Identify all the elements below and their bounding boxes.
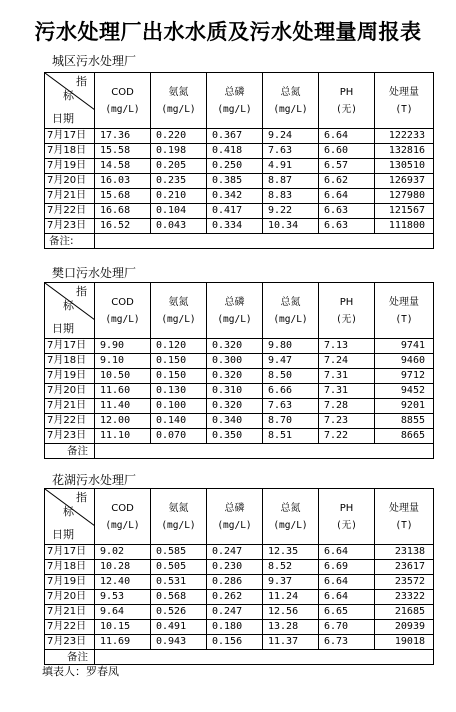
tn-cell: 7.63 xyxy=(263,144,319,159)
tp-cell: 0.250 xyxy=(207,159,263,174)
date-cell: 7月21日 xyxy=(45,399,95,414)
nh-cell: 0.526 xyxy=(151,605,207,620)
ph-cell: 6.63 xyxy=(319,219,375,234)
tn-cell: 8.87 xyxy=(263,174,319,189)
table-row xyxy=(45,144,434,159)
column-name: COD xyxy=(111,296,134,308)
flow-cell: 122233 xyxy=(375,129,434,144)
cod-cell: 11.60 xyxy=(95,384,151,399)
tn-cell: 11.24 xyxy=(263,590,319,605)
table-row xyxy=(45,354,434,369)
column-name: PH xyxy=(339,86,354,98)
note-value xyxy=(95,650,434,665)
date-cell: 7月18日 xyxy=(45,354,95,369)
column-name: PH xyxy=(339,296,354,308)
ph-cell: 7.22 xyxy=(319,429,375,444)
date-cell: 7月20日 xyxy=(45,384,95,399)
cod-cell: 11.69 xyxy=(95,635,151,650)
corner-label-bottom: 日期 xyxy=(52,112,74,125)
table-row xyxy=(45,590,434,605)
nh-cell: 0.043 xyxy=(151,219,207,234)
ph-cell: 6.64 xyxy=(319,129,375,144)
column-name: 氨氮 xyxy=(168,502,189,514)
flow-cell: 19018 xyxy=(375,635,434,650)
table-row xyxy=(45,384,434,399)
tp-cell: 0.320 xyxy=(207,339,263,354)
plant-name: 樊口污水处理厂 xyxy=(52,266,137,280)
flow-cell: 8665 xyxy=(375,429,434,444)
tp-cell: 0.417 xyxy=(207,204,263,219)
ph-cell: 6.65 xyxy=(319,605,375,620)
nh-cell: 0.943 xyxy=(151,635,207,650)
nh-cell: 0.140 xyxy=(151,414,207,429)
ph-cell: 7.24 xyxy=(319,354,375,369)
cod-cell: 17.36 xyxy=(95,129,151,144)
tp-cell: 0.156 xyxy=(207,635,263,650)
date-cell: 7月22日 xyxy=(45,620,95,635)
table-header-row xyxy=(45,73,434,129)
tp-cell: 0.247 xyxy=(207,545,263,560)
flow-cell: 132816 xyxy=(375,144,434,159)
table-header-row xyxy=(45,283,434,339)
column-header xyxy=(375,489,434,545)
date-cell: 7月23日 xyxy=(45,219,95,234)
table-row xyxy=(45,369,434,384)
cod-cell: 12.40 xyxy=(95,575,151,590)
table-row xyxy=(45,545,434,560)
column-name: 总氮 xyxy=(280,86,301,98)
ph-cell: 7.31 xyxy=(319,369,375,384)
column-unit: (无) xyxy=(336,519,357,531)
flow-cell: 23617 xyxy=(375,560,434,575)
nh-cell: 0.104 xyxy=(151,204,207,219)
column-name: 处理量 xyxy=(389,296,419,308)
cod-cell: 9.10 xyxy=(95,354,151,369)
date-cell: 7月18日 xyxy=(45,144,95,159)
tp-cell: 0.418 xyxy=(207,144,263,159)
tn-cell: 8.50 xyxy=(263,369,319,384)
plant-table xyxy=(44,282,434,459)
nh-cell: 0.198 xyxy=(151,144,207,159)
tn-cell: 8.51 xyxy=(263,429,319,444)
note-row xyxy=(45,444,434,459)
flow-cell: 23572 xyxy=(375,575,434,590)
column-header xyxy=(375,73,434,129)
tp-cell: 0.350 xyxy=(207,429,263,444)
tn-cell: 9.37 xyxy=(263,575,319,590)
corner-label-bottom: 日期 xyxy=(52,528,74,541)
nh-cell: 0.235 xyxy=(151,174,207,189)
tn-cell: 12.35 xyxy=(263,545,319,560)
tn-cell: 9.22 xyxy=(263,204,319,219)
ph-cell: 6.70 xyxy=(319,620,375,635)
ph-cell: 6.60 xyxy=(319,144,375,159)
flow-cell: 9452 xyxy=(375,384,434,399)
filler-signature: 填表人：罗春凤 xyxy=(42,665,119,678)
corner-header xyxy=(45,489,95,545)
date-cell: 7月17日 xyxy=(45,129,95,144)
cod-cell: 12.00 xyxy=(95,414,151,429)
tn-cell: 8.52 xyxy=(263,560,319,575)
ph-cell: 7.13 xyxy=(319,339,375,354)
column-name: 氨氮 xyxy=(168,296,189,308)
corner-label-mid: 标 xyxy=(63,299,74,312)
tn-cell: 10.34 xyxy=(263,219,319,234)
plant-name: 城区污水处理厂 xyxy=(52,54,137,68)
column-header xyxy=(207,489,263,545)
flow-cell: 121567 xyxy=(375,204,434,219)
ph-cell: 7.23 xyxy=(319,414,375,429)
column-unit: (T) xyxy=(395,313,413,325)
ph-cell: 6.64 xyxy=(319,575,375,590)
cod-cell: 9.53 xyxy=(95,590,151,605)
ph-cell: 6.64 xyxy=(319,590,375,605)
column-header xyxy=(263,283,319,339)
column-header xyxy=(263,489,319,545)
date-cell: 7月20日 xyxy=(45,590,95,605)
nh-cell: 0.205 xyxy=(151,159,207,174)
date-cell: 7月17日 xyxy=(45,545,95,560)
column-unit: (mg/L) xyxy=(273,103,308,115)
plant-name: 花湖污水处理厂 xyxy=(52,473,137,487)
nh-cell: 0.120 xyxy=(151,339,207,354)
note-value xyxy=(95,234,434,249)
table-row xyxy=(45,560,434,575)
column-header xyxy=(95,283,151,339)
tn-cell: 8.70 xyxy=(263,414,319,429)
column-header xyxy=(207,283,263,339)
column-header xyxy=(319,283,375,339)
table-row xyxy=(45,635,434,650)
date-cell: 7月19日 xyxy=(45,159,95,174)
flow-cell: 8855 xyxy=(375,414,434,429)
column-header xyxy=(95,73,151,129)
table-row xyxy=(45,605,434,620)
column-header xyxy=(151,73,207,129)
nh-cell: 0.505 xyxy=(151,560,207,575)
column-name: 氨氮 xyxy=(168,86,189,98)
flow-cell: 23322 xyxy=(375,590,434,605)
corner-label-bottom: 日期 xyxy=(52,322,74,335)
note-label: 备注 xyxy=(45,650,95,665)
note-label: 备注: xyxy=(45,234,95,249)
plant-table xyxy=(44,488,434,665)
date-cell: 7月22日 xyxy=(45,204,95,219)
cod-cell: 10.28 xyxy=(95,560,151,575)
date-cell: 7月23日 xyxy=(45,429,95,444)
column-header xyxy=(319,73,375,129)
column-name: 总氮 xyxy=(280,502,301,514)
column-unit: (无) xyxy=(336,103,357,115)
table-row xyxy=(45,204,434,219)
flow-cell: 20939 xyxy=(375,620,434,635)
date-cell: 7月19日 xyxy=(45,575,95,590)
cod-cell: 11.40 xyxy=(95,399,151,414)
corner-label-top: 指 xyxy=(76,491,87,504)
tn-cell: 4.91 xyxy=(263,159,319,174)
column-name: 处理量 xyxy=(389,86,419,98)
cod-cell: 14.58 xyxy=(95,159,151,174)
tp-cell: 0.367 xyxy=(207,129,263,144)
flow-cell: 111800 xyxy=(375,219,434,234)
date-cell: 7月22日 xyxy=(45,414,95,429)
tn-cell: 11.37 xyxy=(263,635,319,650)
table-row xyxy=(45,339,434,354)
tn-cell: 8.83 xyxy=(263,189,319,204)
column-unit: (mg/L) xyxy=(161,103,196,115)
tp-cell: 0.340 xyxy=(207,414,263,429)
table-row xyxy=(45,159,434,174)
flow-cell: 130510 xyxy=(375,159,434,174)
corner-label-top: 指 xyxy=(76,285,87,298)
tp-cell: 0.310 xyxy=(207,384,263,399)
nh-cell: 0.585 xyxy=(151,545,207,560)
ph-cell: 6.63 xyxy=(319,204,375,219)
nh-cell: 0.150 xyxy=(151,369,207,384)
column-header xyxy=(319,489,375,545)
flow-cell: 23138 xyxy=(375,545,434,560)
column-header xyxy=(207,73,263,129)
date-cell: 7月19日 xyxy=(45,369,95,384)
flow-cell: 9712 xyxy=(375,369,434,384)
column-name: COD xyxy=(111,86,134,98)
date-cell: 7月20日 xyxy=(45,174,95,189)
corner-label-top: 指 xyxy=(76,75,87,88)
column-unit: (mg/L) xyxy=(105,313,140,325)
column-name: 处理量 xyxy=(389,502,419,514)
flow-cell: 21685 xyxy=(375,605,434,620)
date-cell: 7月18日 xyxy=(45,560,95,575)
cod-cell: 10.50 xyxy=(95,369,151,384)
column-name: 总磷 xyxy=(224,86,245,98)
column-unit: (mg/L) xyxy=(273,313,308,325)
tp-cell: 0.300 xyxy=(207,354,263,369)
corner-header xyxy=(45,73,95,129)
column-unit: (T) xyxy=(395,519,413,531)
nh-cell: 0.100 xyxy=(151,399,207,414)
tn-cell: 9.80 xyxy=(263,339,319,354)
column-unit: (T) xyxy=(395,103,413,115)
plant-table xyxy=(44,72,434,249)
ph-cell: 7.31 xyxy=(319,384,375,399)
tp-cell: 0.286 xyxy=(207,575,263,590)
column-unit: (mg/L) xyxy=(217,313,252,325)
ph-cell: 6.69 xyxy=(319,560,375,575)
tn-cell: 9.24 xyxy=(263,129,319,144)
column-name: 总氮 xyxy=(280,296,301,308)
flow-cell: 126937 xyxy=(375,174,434,189)
nh-cell: 0.220 xyxy=(151,129,207,144)
date-cell: 7月21日 xyxy=(45,605,95,620)
tn-cell: 9.47 xyxy=(263,354,319,369)
column-header xyxy=(95,489,151,545)
cod-cell: 9.90 xyxy=(95,339,151,354)
column-header xyxy=(375,283,434,339)
column-unit: (mg/L) xyxy=(161,519,196,531)
tn-cell: 12.56 xyxy=(263,605,319,620)
column-name: 总磷 xyxy=(224,502,245,514)
corner-label-mid: 标 xyxy=(63,89,74,102)
table-row xyxy=(45,620,434,635)
tp-cell: 0.342 xyxy=(207,189,263,204)
tp-cell: 0.334 xyxy=(207,219,263,234)
cod-cell: 10.15 xyxy=(95,620,151,635)
nh-cell: 0.210 xyxy=(151,189,207,204)
column-header xyxy=(151,283,207,339)
report-title: 污水处理厂出水水质及污水处理量周报表 xyxy=(34,19,422,44)
column-unit: (mg/L) xyxy=(273,519,308,531)
nh-cell: 0.150 xyxy=(151,354,207,369)
table-row xyxy=(45,429,434,444)
column-name: COD xyxy=(111,502,134,514)
table-row xyxy=(45,189,434,204)
tn-cell: 6.66 xyxy=(263,384,319,399)
tp-cell: 0.230 xyxy=(207,560,263,575)
table-row xyxy=(45,414,434,429)
flow-cell: 9460 xyxy=(375,354,434,369)
note-label: 备注 xyxy=(45,444,95,459)
ph-cell: 6.57 xyxy=(319,159,375,174)
nh-cell: 0.531 xyxy=(151,575,207,590)
ph-cell: 7.28 xyxy=(319,399,375,414)
tp-cell: 0.320 xyxy=(207,369,263,384)
column-unit: (mg/L) xyxy=(105,103,140,115)
cod-cell: 16.52 xyxy=(95,219,151,234)
column-unit: (mg/L) xyxy=(105,519,140,531)
table-row xyxy=(45,575,434,590)
flow-cell: 9201 xyxy=(375,399,434,414)
column-header xyxy=(263,73,319,129)
column-header xyxy=(151,489,207,545)
tp-cell: 0.180 xyxy=(207,620,263,635)
date-cell: 7月17日 xyxy=(45,339,95,354)
tn-cell: 7.63 xyxy=(263,399,319,414)
corner-header xyxy=(45,283,95,339)
column-name: PH xyxy=(339,502,354,514)
ph-cell: 6.62 xyxy=(319,174,375,189)
tp-cell: 0.262 xyxy=(207,590,263,605)
cod-cell: 16.68 xyxy=(95,204,151,219)
table-row xyxy=(45,219,434,234)
date-cell: 7月23日 xyxy=(45,635,95,650)
ph-cell: 6.64 xyxy=(319,189,375,204)
table-row xyxy=(45,174,434,189)
cod-cell: 15.68 xyxy=(95,189,151,204)
cod-cell: 9.02 xyxy=(95,545,151,560)
table-row xyxy=(45,399,434,414)
note-value xyxy=(95,444,434,459)
cod-cell: 9.64 xyxy=(95,605,151,620)
date-cell: 7月21日 xyxy=(45,189,95,204)
column-unit: (mg/L) xyxy=(217,103,252,115)
tp-cell: 0.320 xyxy=(207,399,263,414)
cod-cell: 11.10 xyxy=(95,429,151,444)
tp-cell: 0.385 xyxy=(207,174,263,189)
column-name: 总磷 xyxy=(224,296,245,308)
ph-cell: 6.64 xyxy=(319,545,375,560)
column-unit: (无) xyxy=(336,313,357,325)
flow-cell: 127980 xyxy=(375,189,434,204)
tp-cell: 0.247 xyxy=(207,605,263,620)
nh-cell: 0.070 xyxy=(151,429,207,444)
nh-cell: 0.130 xyxy=(151,384,207,399)
tn-cell: 13.28 xyxy=(263,620,319,635)
column-unit: (mg/L) xyxy=(161,313,196,325)
table-header-row xyxy=(45,489,434,545)
ph-cell: 6.73 xyxy=(319,635,375,650)
table-row xyxy=(45,129,434,144)
nh-cell: 0.491 xyxy=(151,620,207,635)
cod-cell: 16.03 xyxy=(95,174,151,189)
note-row xyxy=(45,234,434,249)
column-unit: (mg/L) xyxy=(217,519,252,531)
cod-cell: 15.58 xyxy=(95,144,151,159)
nh-cell: 0.568 xyxy=(151,590,207,605)
corner-label-mid: 标 xyxy=(63,505,74,518)
flow-cell: 9741 xyxy=(375,339,434,354)
